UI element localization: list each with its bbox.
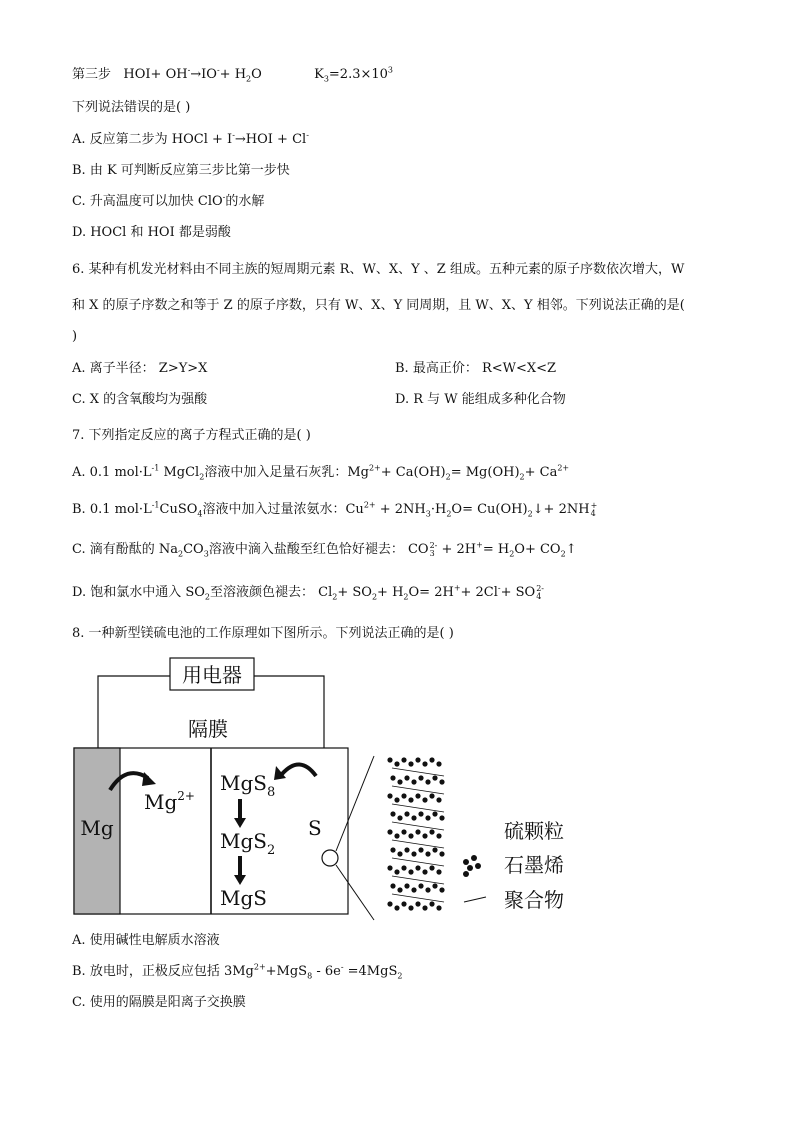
q7-a-6: + Ca: [524, 465, 558, 480]
graphene-dot: [401, 829, 406, 834]
graphene-dot: [422, 797, 427, 802]
q7-d-so4-charge: 2- 4: [536, 583, 545, 601]
q5-option-a[interactable]: A. 反应第二步为 HOCl + I-→HOI + Cl-: [72, 130, 309, 147]
mgs8-label: MgS$_8$: [220, 771, 276, 800]
step3-eq4: O: [251, 67, 262, 82]
graphene-dot: [404, 883, 409, 888]
mg-ion-label: $Mg^{2+}$: [144, 789, 195, 814]
graphene-dot: [432, 847, 437, 852]
polymer-strand: [392, 786, 444, 794]
q8-b-1: B. 放电时，正极反应包括 3Mg: [72, 964, 254, 979]
q7-b-7: ↓+ 2NH: [532, 502, 590, 517]
q7-d-2: 至溶液颜色褪去： Cl: [210, 585, 333, 600]
q7-stem: 7. 下列指定反应的离子方程式正确的是( ): [72, 428, 311, 443]
graphene-dot: [387, 865, 392, 870]
graphene-dot: [411, 815, 416, 820]
q7-c-6: O+ CO: [514, 542, 561, 557]
mgs-label: MgS: [220, 886, 267, 910]
graphene-dot: [432, 811, 437, 816]
polymer-strand: [392, 804, 444, 812]
q6-option-c[interactable]: C. X 的含氧酸均为强酸: [72, 392, 208, 407]
graphene-dot: [415, 865, 420, 870]
q8-stem: 8. 一种新型镁硫电池的工作原理如下图所示。下列说法正确的是( ): [72, 626, 454, 641]
graphene-dot: [397, 815, 402, 820]
q7-c-4: + 2H: [437, 542, 477, 557]
graphene-dot: [387, 829, 392, 834]
q7-c-co3-charge: 2- 3: [429, 540, 438, 558]
q8-option-b[interactable]: B. 放电时，正极反应包括 $3Mg^{2+}+MgS_8 - 6e^- =4MgS_2$: [72, 962, 403, 981]
graphene-dot: [422, 869, 427, 874]
q7-option-b[interactable]: B. 0.1 $mol\cdot L^{-1}CuSO_4$溶液中加入过量浓氨水：$Cu^{2+} + 2NH_3\cdot H_2O=$ $Cu(OH)_2↓+ 2NH$ + 4: [72, 500, 598, 519]
membrane-label: 隔膜: [188, 717, 228, 741]
q5-option-d[interactable]: D. HOCl 和 HOI 都是弱酸: [72, 225, 231, 240]
graphene-dot: [415, 901, 420, 906]
graphene-dot: [397, 851, 402, 856]
graphene-dot: [401, 865, 406, 870]
mg-electrode-label: Mg: [80, 816, 114, 840]
q8-option-a[interactable]: A. 使用碱性电解质水溶液: [72, 933, 220, 948]
q7-d-5: O= 2H: [408, 585, 454, 600]
q5-option-c[interactable]: C. 升高温度可以加快 ClO-的水解: [72, 192, 265, 209]
graphene-dot: [387, 793, 392, 798]
microstructure: [387, 757, 444, 910]
graphene-dot: [425, 851, 430, 856]
q7-d-3: + SO: [337, 585, 372, 600]
graphene-dot: [394, 797, 399, 802]
q7-b-5: ·H: [430, 502, 447, 517]
legend-polymer-line: [464, 897, 486, 902]
graphene-dot: [439, 887, 444, 892]
q5-stem: 下列说法错误的是( ): [72, 100, 191, 115]
graphene-dot: [425, 815, 430, 820]
step3-eq3: + H: [219, 67, 247, 82]
q8-b-2: +MgS: [265, 964, 308, 979]
q7-b-1: B. 0.1 mol·L: [72, 502, 152, 517]
q8-b-4: =4MgS: [343, 964, 398, 979]
graphene-dot: [387, 757, 392, 762]
graphene-dot: [418, 811, 423, 816]
q7-c-1: C. 滴有酚酞的 Na: [72, 542, 179, 557]
battery-diagram: [72, 652, 592, 924]
q7-c-2: CO: [183, 542, 204, 557]
polymer-strand: [392, 768, 444, 776]
graphene-dot: [408, 833, 413, 838]
q7-option-a[interactable]: A. 0.1 $mol\cdot L^{-1}$ MgCl$_2$溶液中加入足量石灰乳：$Mg^{2+}+ Ca(OH)_2= Mg(OH)_2+ Ca^{2+}$: [72, 463, 570, 482]
graphene-dot: [422, 833, 427, 838]
graphene-dot: [390, 883, 395, 888]
graphene-dot: [425, 887, 430, 892]
graphene-dot: [418, 775, 423, 780]
magnifier-circle: [322, 850, 338, 866]
q7-a-5: = Mg(OH): [450, 465, 520, 480]
graphene-dot: [418, 847, 423, 852]
q6-option-a[interactable]: A. 离子半径： Z>Y>X: [72, 361, 208, 376]
q7-option-c[interactable]: C. 滴有酚酞的 $Na_2CO_3$溶液中滴入盐酸至红色恰好褪去： CO 2- 3 + $2H^+= H_2O+$ $CO_2↑$: [72, 540, 577, 559]
q7-d-1: D. 饱和氯水中通入 SO: [72, 585, 205, 600]
polymer-strand: [392, 822, 444, 830]
graphene-dot: [390, 847, 395, 852]
graphene-dot: [397, 887, 402, 892]
graphene-dot: [432, 883, 437, 888]
graphene-dot: [401, 901, 406, 906]
q7-a-4: + Ca(OH): [380, 465, 446, 480]
step3-k: K: [314, 67, 324, 82]
q5-a-text2: →HOI + Cl: [234, 132, 307, 147]
graphene-dot: [397, 779, 402, 784]
graphene-dot: [411, 779, 416, 784]
q6-option-d[interactable]: D. R 与 W 能组成多种化合物: [395, 392, 566, 407]
q7-b-2: CuSO: [159, 502, 198, 517]
step3-line: 第三步 $HOI+ OH^-\to IO^-+ H_2O$ $K_3=2.3\times 10^3$: [72, 65, 394, 84]
q7-a-3: 溶液中加入足量石灰乳：Mg: [204, 465, 369, 480]
graphene-dot: [418, 883, 423, 888]
q7-c-5: = H: [482, 542, 510, 557]
q7-b-6: O= Cu(OH): [451, 502, 528, 517]
graphene-dot: [436, 833, 441, 838]
graphene-dot: [439, 779, 444, 784]
graphene-dot: [401, 793, 406, 798]
graphene-dot: [394, 833, 399, 838]
q7-d-4: + H: [377, 585, 404, 600]
q7-d-7: + SO: [500, 585, 536, 600]
graphene-dot: [432, 775, 437, 780]
graphene-dot: [436, 905, 441, 910]
graphene-dot: [429, 793, 434, 798]
graphene-dot: [415, 793, 420, 798]
graphene-dot: [394, 761, 399, 766]
polymer-strand: [392, 840, 444, 848]
s-label: S: [308, 816, 322, 840]
q7-a-2: MgCl: [159, 465, 200, 480]
load-label: 用电器: [182, 663, 242, 687]
graphene-dot: [394, 869, 399, 874]
polymer-strand: [392, 858, 444, 866]
legend-polymer-label: 聚合物: [504, 888, 564, 912]
graphene-dot: [390, 775, 395, 780]
q7-d-6: + 2Cl: [460, 585, 498, 600]
step3-label: 第三步: [72, 67, 112, 82]
graphene-dot: [429, 829, 434, 834]
graphene-dot: [394, 905, 399, 910]
graphene-dot: [422, 761, 427, 766]
graphene-dot: [429, 865, 434, 870]
graphene-dot: [439, 851, 444, 856]
q6-option-b[interactable]: B. 最高正价： R<W<X<Z: [395, 361, 557, 376]
graphene-dot: [411, 851, 416, 856]
q7-b-4: + 2NH: [375, 502, 426, 517]
q5-option-b[interactable]: B. 由 K 可判断反应第三步比第一步快: [72, 163, 290, 178]
graphene-dot: [415, 757, 420, 762]
graphene-dot: [436, 761, 441, 766]
q8-b-3: - 6e: [312, 964, 341, 979]
graphene-dot: [425, 779, 430, 784]
q6-stem-line1: 6. 某种有机发光材料由不同主族的短周期元素 R、W、X、Y 、Z 组成。五种元素的原子序数依次增大，W: [72, 262, 685, 277]
graphene-dot: [404, 775, 409, 780]
legend-graphene-label: 石墨烯: [504, 853, 564, 877]
q7-c-3: 溶液中滴入盐酸至红色恰好褪去： CO: [208, 542, 429, 557]
graphene-dot: [439, 815, 444, 820]
step3-k-val: =2.3×10: [328, 67, 388, 82]
graphene-dot: [408, 869, 413, 874]
polymer-strand: [392, 894, 444, 902]
q7-option-d[interactable]: D. 饱和氯水中通入 $SO_2$至溶液颜色褪去： $Cl_2+ SO_2+ H_2O= 2H^++ 2Cl^-+$ SO 2- 4: [72, 583, 545, 602]
graphene-dot: [436, 797, 441, 802]
graphene-dot: [429, 901, 434, 906]
graphene-dot: [408, 797, 413, 802]
graphene-dot: [422, 905, 427, 910]
q7-a-1: A. 0.1 mol·L: [72, 465, 152, 480]
q7-b-3: 溶液中加入过量浓氨水：Cu: [202, 502, 364, 517]
graphene-dot: [415, 829, 420, 834]
graphene-dot: [401, 757, 406, 762]
legend-sulfur-label: 硫颗粒: [504, 819, 564, 843]
mgs2-label: MgS$_2$: [220, 829, 276, 858]
q7-c-7: ↑: [565, 542, 577, 557]
wire-left: [98, 676, 170, 748]
q6-stem-line2: 和 X 的原子序数之和等于 Z 的原子序数，只有 W、X、Y 同周期，且 W、X、Y 相邻。下列说法正确的是(: [72, 298, 685, 313]
graphene-dot: [387, 901, 392, 906]
step3-k-exp: 3: [387, 65, 394, 75]
q5-c-text: C. 升高温度可以加快 ClO: [72, 194, 223, 209]
graphene-dot: [411, 887, 416, 892]
legend-graphene-dots: [463, 855, 481, 877]
polymer-strand: [392, 876, 444, 884]
graphene-dot: [408, 761, 413, 766]
graphene-dot: [404, 811, 409, 816]
graphene-dot: [390, 811, 395, 816]
graphene-dot: [408, 905, 413, 910]
wire-right: [254, 676, 324, 748]
graphene-dot: [436, 869, 441, 874]
q5-c-text2: 的水解: [225, 194, 265, 209]
q8-option-c[interactable]: C. 使用的隔膜是阳离子交换膜: [72, 995, 246, 1010]
q6-stem-line3: ): [72, 329, 78, 344]
step3-eq: HOI+ OH: [123, 67, 188, 82]
graphene-dot: [429, 757, 434, 762]
step3-eq2: →IO: [190, 67, 217, 82]
graphene-dot: [404, 847, 409, 852]
q7-b-nh4-charge: + 4: [590, 500, 598, 518]
q5-a-text: A. 反应第二步为 HOCl + I: [72, 132, 233, 147]
